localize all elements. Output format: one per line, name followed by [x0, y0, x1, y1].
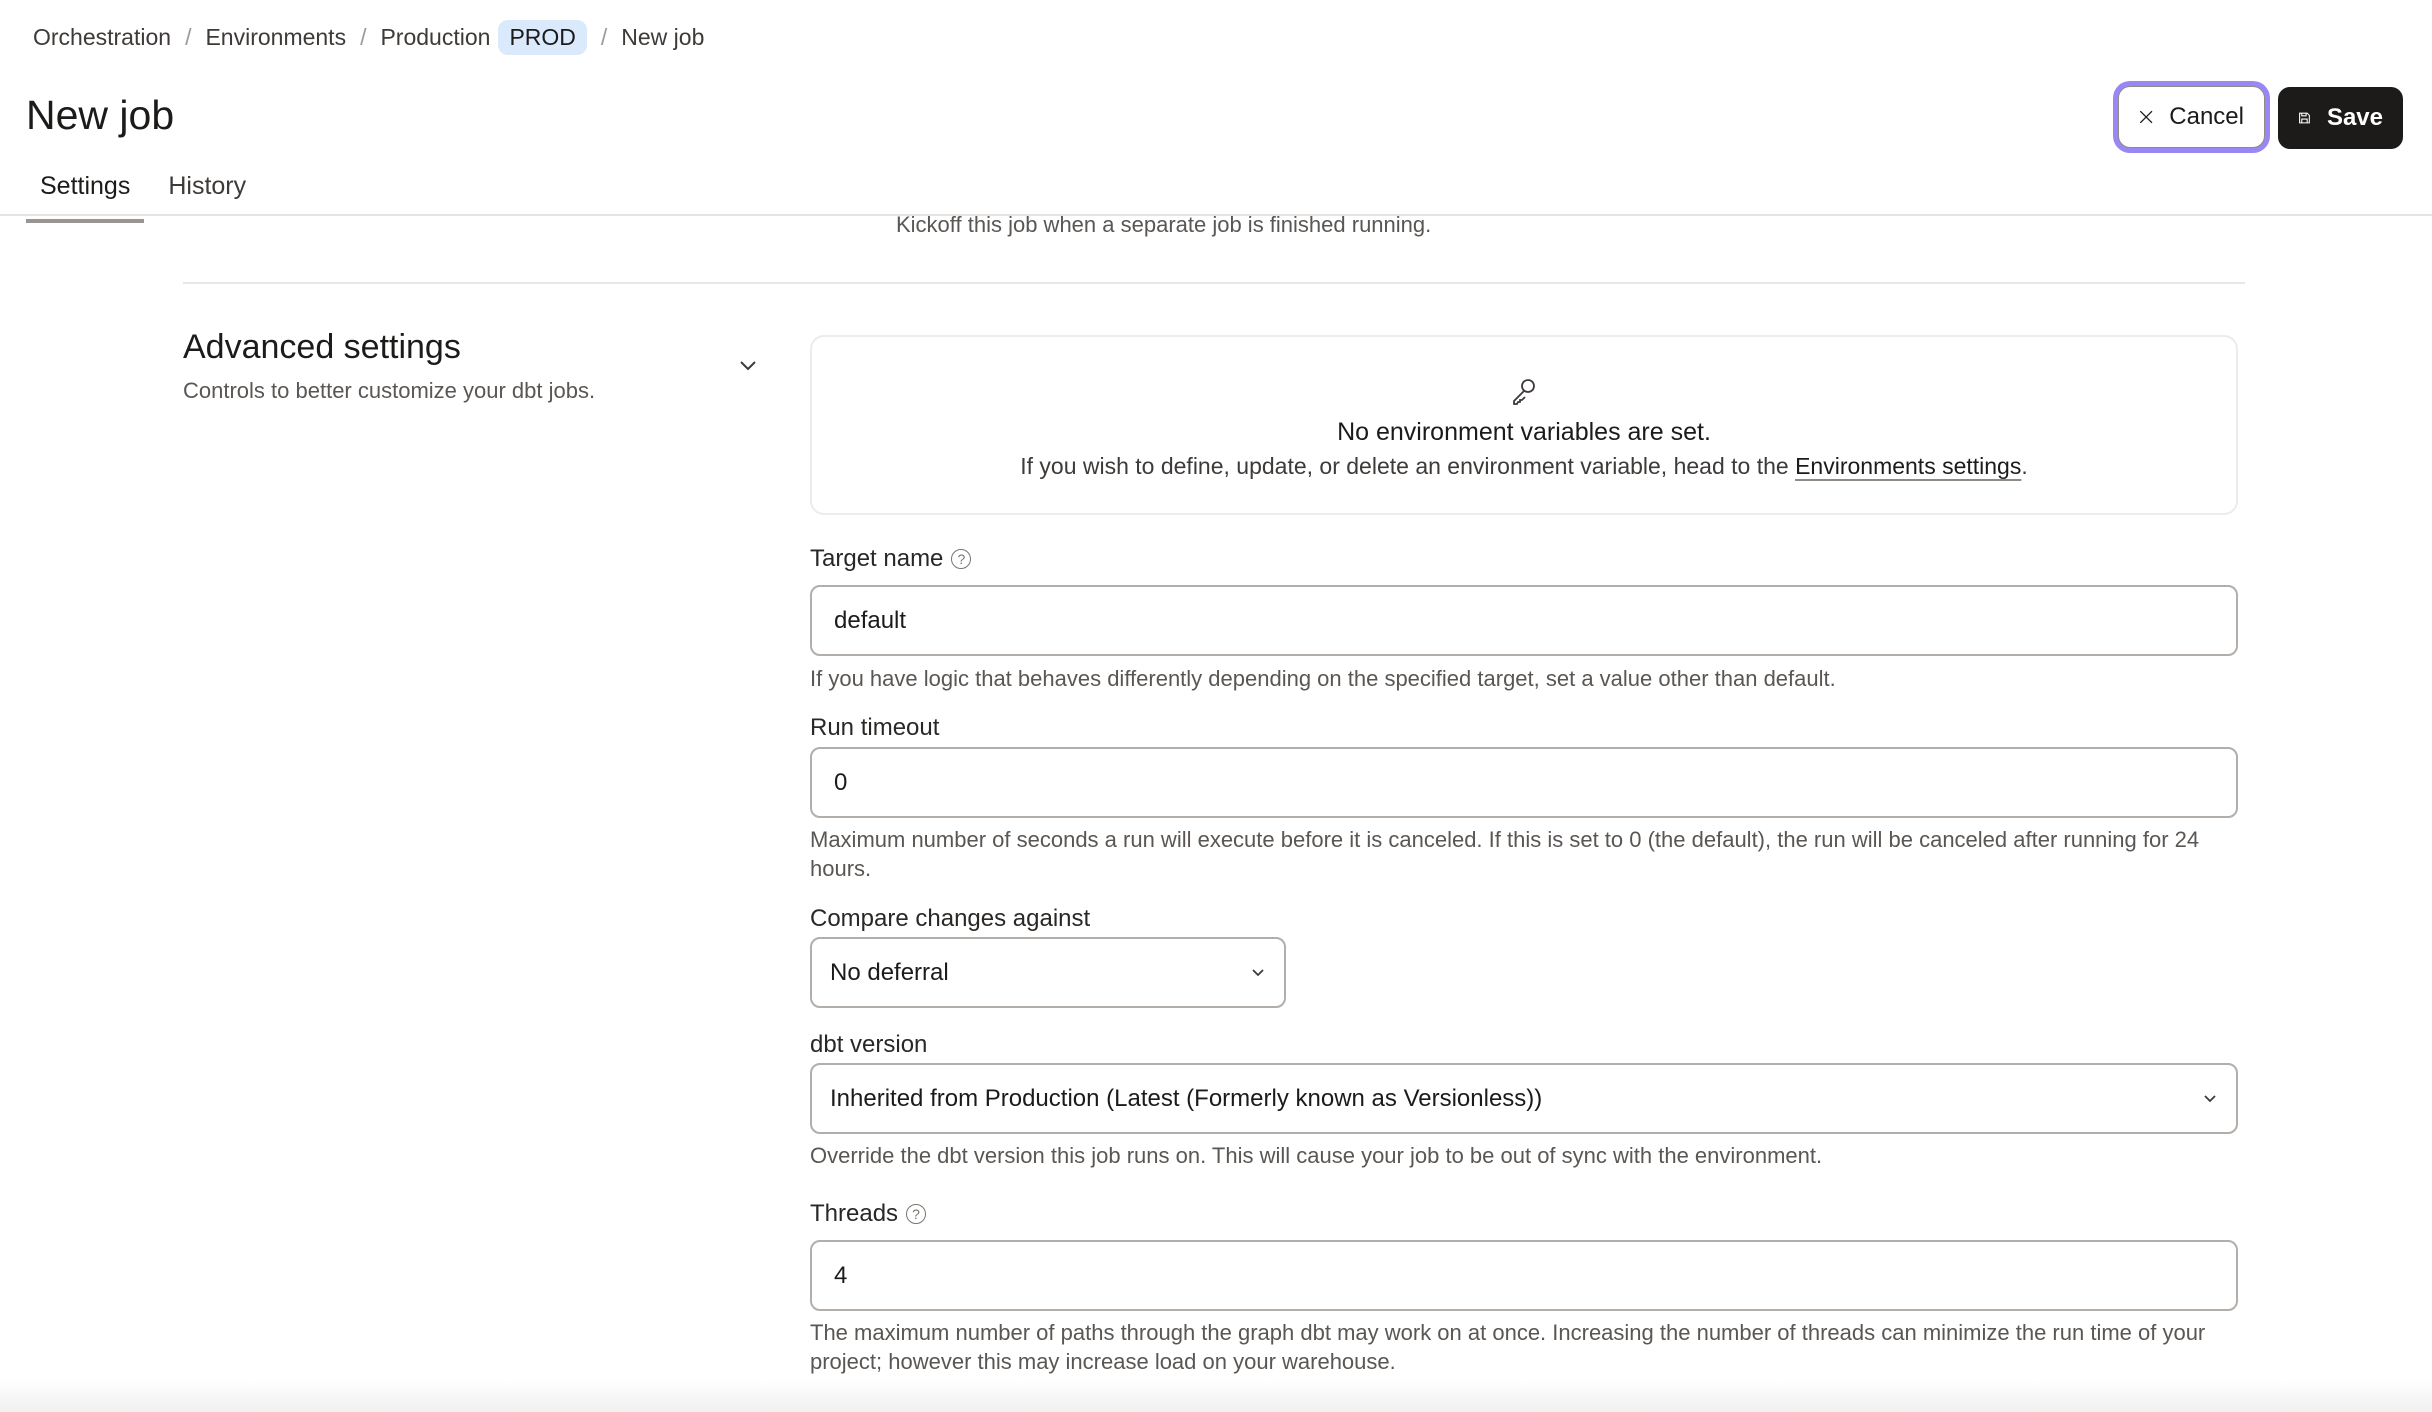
bottom-fade [0, 1380, 2432, 1412]
env-vars-suffix: . [2021, 453, 2028, 479]
threads-label [810, 1200, 926, 1228]
threads-input[interactable]: 4 [810, 1240, 2238, 1311]
dbt-version-help: Override the dbt version this job runs on. This will cause your job to be out of sync with the environment. [810, 1143, 1823, 1168]
breadcrumb-separator: / [360, 24, 367, 50]
env-vars-text [812, 453, 2236, 480]
breadcrumb-orchestration[interactable]: Orchestration [33, 24, 172, 50]
run-timeout-input[interactable]: 0 [810, 747, 2238, 818]
breadcrumb-production[interactable]: Production [380, 24, 491, 50]
environment-badge: PROD [498, 20, 586, 55]
dbt-version-select[interactable] [810, 1063, 2238, 1134]
advanced-settings-subtitle: Controls to better customize your dbt jobs. [183, 378, 596, 403]
breadcrumb-separator: / [600, 24, 608, 50]
compare-label: Compare changes against [810, 905, 1091, 932]
chevron-down-icon [1250, 968, 1266, 978]
threads-label-text: Threads [810, 1200, 899, 1227]
help-icon[interactable]: ? [951, 549, 971, 569]
cancel-label: Cancel [2169, 103, 2244, 130]
page-title: New job [26, 92, 175, 138]
target-name-help: If you have logic that behaves differently depending on the specified target, set a value other than default. [810, 666, 1836, 691]
breadcrumb-environments[interactable]: Environments [205, 24, 347, 50]
run-timeout-label: Run timeout [810, 714, 940, 741]
advanced-settings-title: Advanced settings [183, 328, 461, 366]
save-label: Save [2326, 104, 2383, 131]
target-name-label-text: Target name [810, 545, 944, 572]
breadcrumb-separator: / [185, 24, 192, 50]
target-name-input[interactable]: default [810, 585, 2238, 656]
compare-value: No deferral [830, 958, 949, 986]
help-icon[interactable]: ? [906, 1204, 926, 1224]
section-divider [183, 282, 2245, 284]
save-icon [2298, 106, 2311, 130]
chevron-down-icon [2202, 1094, 2218, 1104]
tab-settings[interactable]: Settings [26, 172, 144, 223]
target-name-label [810, 545, 971, 573]
env-vars-title: No environment variables are set. [1337, 418, 1711, 446]
breadcrumb [33, 20, 704, 55]
completion-trigger-help: Kickoff this job when a separate job is finished running. [896, 212, 1432, 237]
dbt-version-value: Inherited from Production (Latest (Formerly known as Versionless)) [830, 1084, 1543, 1112]
dbt-version-label: dbt version [810, 1031, 928, 1058]
env-vars-message: If you wish to define, update, or delete an environment variable, head to the [1020, 453, 1796, 479]
close-icon [2139, 106, 2153, 128]
run-timeout-help: Maximum number of seconds a run will execute before it is canceled. If this is set to 0 (the default), the run will be canceled after running for 24 hours. [810, 827, 2200, 881]
save-button[interactable] [2278, 87, 2403, 149]
env-vars-empty-state [810, 335, 2238, 515]
breadcrumb-current: New job [621, 24, 705, 50]
chevron-down-icon[interactable] [738, 358, 758, 372]
threads-help: The maximum number of paths through the graph dbt may work on at once. Increasing the number of threads can minimize the run time of your project; however this may increase load on your warehouse. [810, 1320, 2206, 1374]
cancel-button[interactable] [2118, 86, 2265, 148]
tab-history[interactable]: History [168, 172, 247, 200]
key-icon [1508, 375, 1540, 407]
compare-select[interactable] [810, 937, 1286, 1008]
environments-settings-link[interactable]: Environments settings [1795, 453, 2022, 479]
